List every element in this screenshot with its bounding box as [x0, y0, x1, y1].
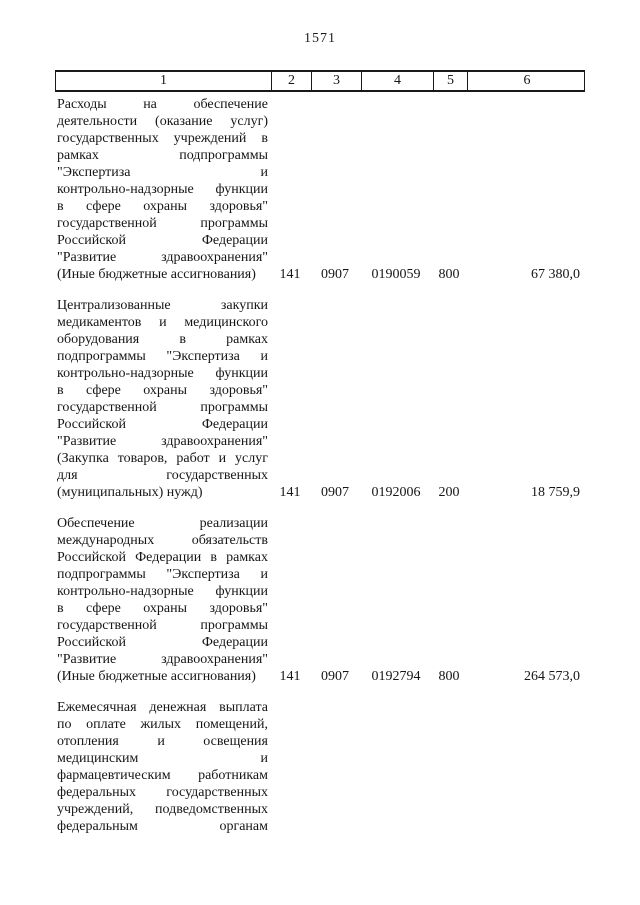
table-row — [55, 699, 585, 835]
expense-name-line: рамках подпрограммы — [57, 148, 268, 163]
expense-name-line: государственной программы — [57, 216, 268, 231]
expense-name-line: Централизованные закупки — [57, 298, 268, 313]
expense-name-line: медикаментов и медицинского — [57, 315, 268, 330]
page-number: 1571 — [304, 31, 336, 46]
amount-cell: 67 380,0 — [531, 267, 580, 282]
expense-name-line: отопления и освещения — [57, 734, 268, 749]
budget-table — [55, 70, 585, 849]
expense-name-line: по оплате жилых помещений, — [57, 717, 268, 732]
expense-name-line: (Закупка товаров, работ и услуг — [57, 451, 268, 466]
expense-name-line: в сфере охраны здоровья" — [57, 383, 268, 398]
table-row — [55, 515, 585, 685]
target-article-code-cell: 0192794 — [371, 669, 421, 684]
amount-cell: 18 759,9 — [531, 485, 580, 500]
expense-name-line: деятельности (оказание услуг) — [57, 114, 268, 129]
expense-name-line: международных обязательств — [57, 533, 268, 548]
expense-name-line: в сфере охраны здоровья" — [57, 199, 268, 214]
glava-code-cell: 141 — [279, 669, 301, 684]
razdel-code-cell: 0907 — [321, 267, 349, 282]
expense-type-code-cell: 200 — [438, 485, 460, 500]
column-header-2: 2 — [271, 72, 311, 90]
target-article-code-cell: 0192006 — [371, 485, 421, 500]
expense-name-line: Российской Федерации — [57, 417, 268, 432]
expense-name-line: (Иные бюджетные ассигнования) — [57, 669, 256, 684]
expense-name-line: Ежемесячная денежная выплата — [57, 700, 268, 715]
expense-name-line: для государственных — [57, 468, 268, 483]
expense-name-line: Российской Федерации в рамках — [57, 550, 268, 565]
expense-name-line: Российской Федерации — [57, 233, 268, 248]
expense-name-line: контрольно-надзорные функции — [57, 182, 268, 197]
expense-name-line: (Иные бюджетные ассигнования) — [57, 267, 256, 282]
column-header-4: 4 — [361, 72, 433, 90]
expense-name-line: федеральных государственных — [57, 785, 268, 800]
expense-name-line: подпрограммы "Экспертиза и — [57, 349, 268, 364]
target-article-code-cell: 0190059 — [371, 267, 421, 282]
expense-type-code-cell: 800 — [438, 267, 460, 282]
expense-name-line: Обеспечение реализации — [57, 516, 268, 531]
expense-name-line: Расходы на обеспечение — [57, 97, 268, 112]
expense-name-line: "Развитие здравоохранения" — [57, 652, 268, 667]
expense-name-line: медицинским и — [57, 751, 268, 766]
razdel-code-cell: 0907 — [321, 669, 349, 684]
expense-name-line: государственной программы — [57, 400, 268, 415]
expense-name-line: фармацевтическим работникам — [57, 768, 268, 783]
table-body — [55, 92, 585, 835]
expense-name-line: контрольно-надзорные функции — [57, 584, 268, 599]
column-header-5: 5 — [433, 72, 467, 90]
expense-name-line: Российской Федерации — [57, 635, 268, 650]
expense-name-line: в сфере охраны здоровья" — [57, 601, 268, 616]
expense-name-line: подпрограммы "Экспертиза и — [57, 567, 268, 582]
expense-type-code-cell: 800 — [438, 669, 460, 684]
expense-name-line: "Развитие здравоохранения" — [57, 250, 268, 265]
expense-name-line: государственных учреждений в — [57, 131, 268, 146]
expense-name-cell — [55, 515, 270, 685]
table-header-row — [55, 70, 585, 92]
expense-name-line: (муниципальных) нужд) — [57, 485, 203, 500]
expense-name-cell — [55, 297, 270, 501]
expense-name-line: учреждений, подведомственных — [57, 802, 268, 817]
column-header-3: 3 — [311, 72, 361, 90]
expense-name-line: контрольно-надзорные функции — [57, 366, 268, 381]
column-header-6: 6 — [467, 72, 586, 90]
expense-name-line: "Экспертиза и — [57, 165, 268, 180]
expense-name-line: федеральным органам — [57, 819, 268, 834]
column-header-1: 1 — [160, 73, 167, 88]
expense-name-cell — [55, 699, 270, 835]
razdel-code-cell: 0907 — [321, 485, 349, 500]
glava-code-cell: 141 — [279, 267, 301, 282]
expense-name-line: "Развитие здравоохранения" — [57, 434, 268, 449]
expense-name-line: оборудования в рамках — [57, 332, 268, 347]
table-row — [55, 96, 585, 283]
expense-name-line: государственной программы — [57, 618, 268, 633]
table-row — [55, 297, 585, 501]
glava-code-cell: 141 — [279, 485, 301, 500]
expense-name-cell — [55, 96, 270, 283]
amount-cell: 264 573,0 — [524, 669, 580, 684]
